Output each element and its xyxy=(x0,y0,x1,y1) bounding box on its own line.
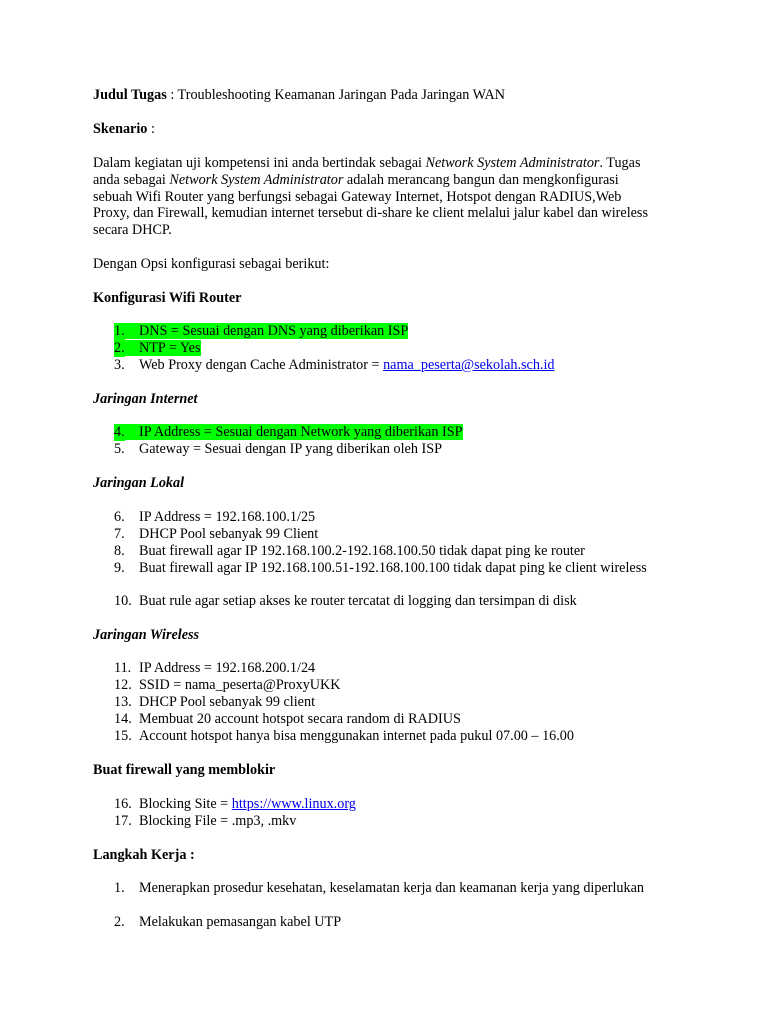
list-number: 2. xyxy=(114,340,125,356)
list-number: 13. xyxy=(114,694,132,710)
list-number: 1. xyxy=(114,323,125,339)
list-number: 14. xyxy=(114,711,132,727)
skenario-heading xyxy=(93,121,155,138)
intro-role-2: Network System Administrator xyxy=(169,171,344,188)
heading-langkah-kerja: Langkah Kerja : xyxy=(93,847,195,863)
list-text: Blocking File = .mp3, .mkv xyxy=(139,813,297,829)
list-text: DHCP Pool sebanyak 99 Client xyxy=(139,526,319,542)
heading-firewall: Buat firewall yang memblokir xyxy=(93,762,276,778)
list-text: Buat firewall agar IP 192.168.100.51-192.168.100.100 tidak dapat ping ke client wireless xyxy=(139,560,647,576)
list-text: Blocking Site = xyxy=(139,796,232,812)
skenario-label: Skenario xyxy=(93,121,148,137)
list-item xyxy=(114,441,674,458)
intro-role-1: Network System Administrator xyxy=(425,155,600,171)
list-number: 12. xyxy=(114,677,132,693)
list-item xyxy=(114,424,674,441)
list-text: IP Address = 192.168.100.1/25 xyxy=(139,509,316,525)
list-number: 10. xyxy=(114,593,132,609)
list-item xyxy=(114,728,674,745)
list-number: 9. xyxy=(114,560,125,576)
heading-lokal: Jaringan Lokal xyxy=(93,475,185,491)
list-text: Menerapkan prosedur kesehatan, keselamatan kerja dan keamanan kerja yang diperlukan xyxy=(139,880,645,896)
list-text: NTP = Yes xyxy=(114,340,201,356)
list-item xyxy=(114,813,674,830)
list-number: 8. xyxy=(114,543,125,559)
list-item xyxy=(114,914,674,931)
list-number: 3. xyxy=(114,357,125,373)
list-item xyxy=(114,660,674,677)
list-item xyxy=(114,357,674,374)
blocked-site-link[interactable]: https://www.linux.org xyxy=(231,796,356,812)
list-item xyxy=(114,677,674,694)
list-number: 5. xyxy=(114,441,125,457)
list-text: IP Address = 192.168.200.1/24 xyxy=(139,660,316,676)
list-number: 7. xyxy=(114,526,125,542)
intro-paragraph xyxy=(93,155,655,239)
list-number: 17. xyxy=(114,813,132,829)
list-number: 2. xyxy=(114,914,125,930)
list-text: Account hotspot hanya bisa menggunakan internet pada pukul 07.00 – 16.00 xyxy=(139,728,574,744)
options-intro: Dengan Opsi konfigurasi sebagai berikut: xyxy=(93,256,330,272)
task-title-sep: : xyxy=(166,87,178,103)
list-text: Buat rule agar setiap akses ke router tercatat di logging dan tersimpan di disk xyxy=(139,593,577,609)
list-item xyxy=(114,560,674,577)
list-text: Buat firewall agar IP 192.168.100.2-192.168.100.50 tidak dapat ping ke router xyxy=(139,543,585,559)
intro-text-3: adalah merancang bangun dan mengkonfigurasi sebuah Wifi Router yang berfungsi sebagai Gateway Internet, Hotspot dengan RADIUS,Web Proxy, dan Firewall, kemudian internet tersebut di-share ke client melalui jalur kabel dan wireless secara DHCP. xyxy=(93,171,648,239)
list-text: SSID = nama_peserta@ProxyUKK xyxy=(139,677,341,693)
task-title xyxy=(93,87,505,104)
skenario-sep: : xyxy=(147,121,155,137)
list-item xyxy=(114,323,674,340)
task-title-label: Judul Tugas xyxy=(93,87,167,103)
intro-text-1: Dalam kegiatan uji kompetensi ini anda bertindak sebagai xyxy=(93,155,426,171)
list-text: Melakukan pemasangan kabel UTP xyxy=(139,914,342,930)
list-item xyxy=(114,509,674,526)
heading-wifi-router: Konfigurasi Wifi Router xyxy=(93,290,242,306)
list-text: IP Address = Sesuai dengan Network yang diberikan ISP xyxy=(114,424,463,440)
list-number: 15. xyxy=(114,728,132,744)
list-text: Gateway = Sesuai dengan IP yang diberikan oleh ISP xyxy=(139,441,442,457)
task-title-value: Troubleshooting Keamanan Jaringan Pada Jaringan WAN xyxy=(177,87,505,103)
list-item xyxy=(114,526,674,543)
list-item xyxy=(114,711,674,728)
list-number: 6. xyxy=(114,509,125,525)
list-text: DNS = Sesuai dengan DNS yang diberikan ISP xyxy=(114,323,408,339)
list-item xyxy=(114,593,674,610)
list-text: Membuat 20 account hotspot secara random di RADIUS xyxy=(139,711,461,727)
heading-wireless: Jaringan Wireless xyxy=(93,627,200,643)
admin-email-link[interactable]: nama_peserta@sekolah.sch.id xyxy=(383,357,555,373)
list-item xyxy=(114,340,674,357)
list-item xyxy=(114,796,674,813)
list-number: 11. xyxy=(114,660,132,676)
list-item xyxy=(114,694,674,711)
list-number: 4. xyxy=(114,424,125,440)
list-item xyxy=(114,880,674,897)
list-item xyxy=(114,543,674,560)
list-number: 1. xyxy=(114,880,125,896)
list-text: Web Proxy dengan Cache Administrator = xyxy=(139,357,384,373)
heading-internet: Jaringan Internet xyxy=(93,391,198,407)
list-number: 16. xyxy=(114,796,132,812)
intro-text-2: . Tugas anda sebagai xyxy=(93,155,641,188)
list-text: DHCP Pool sebanyak 99 client xyxy=(139,694,316,710)
